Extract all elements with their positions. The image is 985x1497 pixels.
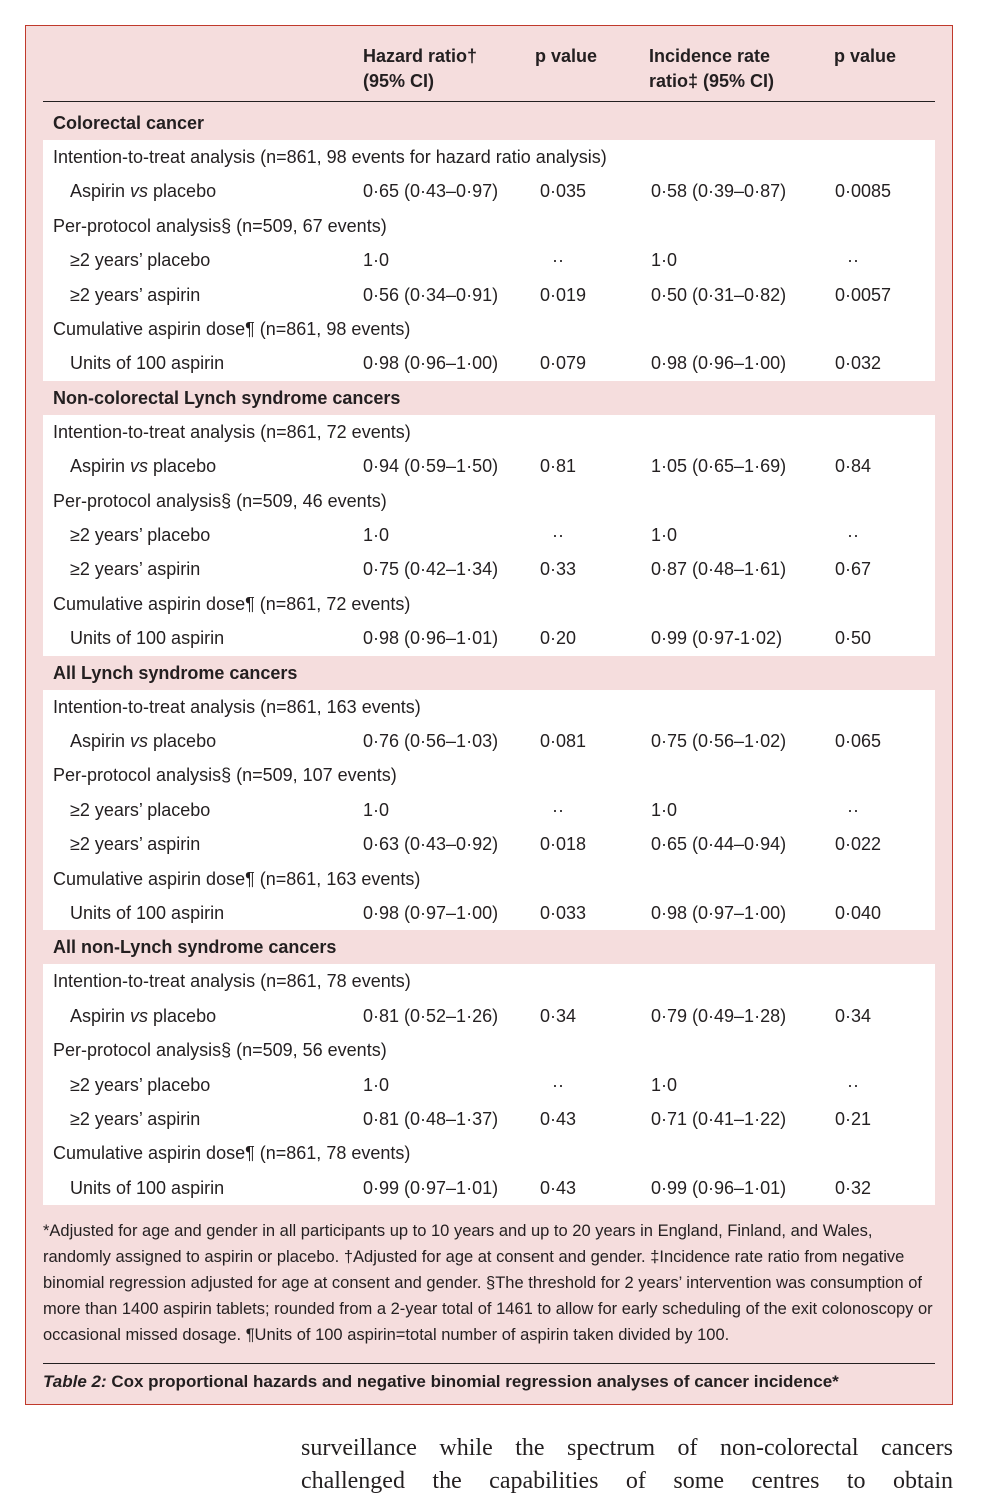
cell-p-value-1: 0·033 <box>540 902 587 923</box>
row-label: ≥2 years’ aspirin <box>70 284 201 305</box>
table-row <box>43 827 935 861</box>
cell-p-value-1: 0·035 <box>540 181 587 202</box>
table-panel <box>25 25 953 1405</box>
table-row <box>43 896 935 930</box>
table-row <box>43 209 935 243</box>
cell-incidence-rate: 0·65 (0·44–0·94) <box>651 834 787 855</box>
row-label: Per-protocol analysis§ (n=509, 56 events) <box>53 1040 387 1061</box>
row-label: Units of 100 aspirin <box>70 1177 225 1198</box>
row-label: Aspirin vs placebo <box>70 730 217 751</box>
cell-p-value-1: 0·081 <box>540 730 587 751</box>
table-row <box>43 621 935 655</box>
row-label: Aspirin vs placebo <box>70 181 217 202</box>
body-text-line: surveillance while the spectrum of non-colorectal cancers <box>301 1435 953 1461</box>
body-text <box>301 1432 953 1497</box>
header-incidence-rate-line1: Incidence rate <box>649 46 771 66</box>
cell-p-value-1: 0·20 <box>540 628 577 649</box>
cell-incidence-rate: 0·75 (0·56–1·02) <box>651 730 787 751</box>
cell-p-value-2: 0·67 <box>835 559 872 580</box>
header-hazard-ratio <box>363 44 477 94</box>
table-caption <box>43 1370 935 1394</box>
cell-hazard-ratio: 0·63 (0·43–0·92) <box>363 834 499 855</box>
row-label: Intention-to-treat analysis (n=861, 72 events) <box>53 421 411 442</box>
section-rows <box>43 690 935 931</box>
cell-hazard-ratio: 0·98 (0·96–1·00) <box>363 353 499 374</box>
cell-p-value-2: 0·0057 <box>835 284 892 305</box>
header-hazard-ratio-line2: (95% CI) <box>363 71 435 91</box>
table-row <box>43 862 935 896</box>
cell-incidence-rate: 0·58 (0·39–0·87) <box>651 181 787 202</box>
header-incidence-rate-line2: ratio‡ (95% CI) <box>649 71 775 91</box>
row-label: Per-protocol analysis§ (n=509, 67 events) <box>53 215 387 236</box>
cell-p-value-1: ·· <box>552 799 564 820</box>
cell-p-value-2: 0·0085 <box>835 181 892 202</box>
table-header <box>43 44 935 100</box>
row-label: ≥2 years’ placebo <box>70 250 211 271</box>
row-label: Units of 100 aspirin <box>70 902 225 923</box>
table-row <box>43 174 935 208</box>
table-row <box>43 964 935 998</box>
row-label: Cumulative aspirin dose¶ (n=861, 72 events) <box>53 593 411 614</box>
cell-incidence-rate: 0·99 (0·96–1·01) <box>651 1177 787 1198</box>
table-row <box>43 243 935 277</box>
cell-hazard-ratio: 1·0 <box>363 799 390 820</box>
table-row <box>43 1102 935 1136</box>
section-heading: All Lynch syndrome cancers <box>53 662 298 683</box>
header-incidence-rate <box>649 44 774 94</box>
row-label: ≥2 years’ aspirin <box>70 1108 201 1129</box>
header-p-value-2: p value <box>834 46 897 66</box>
row-label: Units of 100 aspirin <box>70 353 225 374</box>
cell-p-value-2: 0·040 <box>835 902 882 923</box>
section-heading: Non-colorectal Lynch syndrome cancers <box>53 387 401 408</box>
cell-incidence-rate: 1·0 <box>651 250 678 271</box>
cell-incidence-rate: 0·50 (0·31–0·82) <box>651 284 787 305</box>
table-row <box>43 999 935 1033</box>
header-rule <box>43 101 935 102</box>
cell-incidence-rate: 0·71 (0·41–1·22) <box>651 1108 787 1129</box>
section-rows <box>43 140 935 381</box>
cell-incidence-rate: 1·05 (0·65–1·69) <box>651 456 787 477</box>
row-label: ≥2 years’ aspirin <box>70 559 201 580</box>
cell-incidence-rate: 1·0 <box>651 799 678 820</box>
table-row <box>43 793 935 827</box>
table-row <box>43 484 935 518</box>
cell-p-value-2: 0·34 <box>835 1005 872 1026</box>
cell-incidence-rate: 1·0 <box>651 1074 678 1095</box>
cell-p-value-2: 0·84 <box>835 456 872 477</box>
row-label: Per-protocol analysis§ (n=509, 46 events) <box>53 490 387 511</box>
row-label: Intention-to-treat analysis (n=861, 78 events) <box>53 971 411 992</box>
caption-text: Cox proportional hazards and negative binomial regression analyses of cancer incidence* <box>106 1372 839 1391</box>
cell-p-value-2: 0·065 <box>835 730 882 751</box>
table-row <box>43 758 935 792</box>
row-label: Cumulative aspirin dose¶ (n=861, 163 events) <box>53 868 421 889</box>
section-rows <box>43 415 935 656</box>
cell-p-value-2: ·· <box>847 524 859 545</box>
row-label: Intention-to-treat analysis (n=861, 163 events) <box>53 696 421 717</box>
cell-p-value-2: ·· <box>847 250 859 271</box>
table-row <box>43 518 935 552</box>
cell-p-value-2: ·· <box>847 799 859 820</box>
table-row <box>43 346 935 380</box>
cell-hazard-ratio: 0·56 (0·34–0·91) <box>363 284 499 305</box>
row-label: Cumulative aspirin dose¶ (n=861, 78 events) <box>53 1143 411 1164</box>
cell-incidence-rate: 0·99 (0·97-1·02) <box>651 628 783 649</box>
cell-hazard-ratio: 0·81 (0·48–1·37) <box>363 1108 499 1129</box>
table-row <box>43 449 935 483</box>
cell-hazard-ratio: 1·0 <box>363 250 390 271</box>
row-label: ≥2 years’ placebo <box>70 524 211 545</box>
cell-p-value-2: 0·022 <box>835 834 882 855</box>
row-label: Per-protocol analysis§ (n=509, 107 events) <box>53 765 397 786</box>
cell-p-value-2: ·· <box>847 1074 859 1095</box>
table-row <box>43 140 935 174</box>
cell-p-value-2: 0·21 <box>835 1108 872 1129</box>
cell-p-value-2: 0·32 <box>835 1177 872 1198</box>
cell-hazard-ratio: 0·65 (0·43–0·97) <box>363 181 499 202</box>
caption-rule <box>43 1363 935 1364</box>
cell-incidence-rate: 1·0 <box>651 524 678 545</box>
cell-incidence-rate: 0·79 (0·49–1·28) <box>651 1005 787 1026</box>
table-row <box>43 1068 935 1102</box>
cell-p-value-1: 0·43 <box>540 1177 577 1198</box>
cell-hazard-ratio: 0·75 (0·42–1·34) <box>363 559 499 580</box>
table-row <box>43 724 935 758</box>
row-label: ≥2 years’ placebo <box>70 799 211 820</box>
table-row <box>43 587 935 621</box>
section-heading: Colorectal cancer <box>53 113 205 133</box>
cell-p-value-1: 0·34 <box>540 1005 577 1026</box>
table-row <box>43 690 935 724</box>
row-label: Cumulative aspirin dose¶ (n=861, 98 events) <box>53 318 411 339</box>
cell-hazard-ratio: 0·94 (0·59–1·50) <box>363 456 499 477</box>
caption-label: Table 2: <box>43 1372 107 1391</box>
table-row <box>43 552 935 586</box>
section-rows <box>43 964 935 1205</box>
cell-p-value-1: ·· <box>552 1074 564 1095</box>
cell-p-value-1: 0·81 <box>540 456 577 477</box>
row-label: ≥2 years’ placebo <box>70 1074 211 1095</box>
row-label: Intention-to-treat analysis (n=861, 98 events for hazard ratio analysis) <box>53 147 607 167</box>
cell-hazard-ratio: 0·98 (0·97–1·00) <box>363 902 499 923</box>
section-heading: All non-Lynch syndrome cancers <box>53 937 337 958</box>
table-row <box>43 312 935 346</box>
table-row <box>43 1136 935 1170</box>
cell-hazard-ratio: 1·0 <box>363 524 390 545</box>
body-text-line: challenged the capabilities of some centres to obtain <box>301 1467 953 1494</box>
cell-hazard-ratio: 0·76 (0·56–1·03) <box>363 730 499 751</box>
cell-incidence-rate: 0·87 (0·48–1·61) <box>651 559 787 580</box>
cell-p-value-1: ·· <box>552 524 564 545</box>
cell-p-value-1: 0·018 <box>540 834 587 855</box>
table-row <box>43 1171 935 1205</box>
row-label: ≥2 years’ aspirin <box>70 834 201 855</box>
cell-p-value-2: 0·032 <box>835 353 882 374</box>
cell-p-value-1: 0·33 <box>540 559 577 580</box>
header-hazard-ratio-line1: Hazard ratio† <box>363 46 478 66</box>
row-label: Aspirin vs placebo <box>70 456 217 477</box>
table-row <box>43 415 935 449</box>
cell-incidence-rate: 0·98 (0·96–1·00) <box>651 353 787 374</box>
header-p-value-1: p value <box>535 46 598 66</box>
cell-p-value-1: ·· <box>552 250 564 271</box>
cell-p-value-2: 0·50 <box>835 628 872 649</box>
cell-p-value-1: 0·079 <box>540 353 587 374</box>
cell-incidence-rate: 0·98 (0·97–1·00) <box>651 902 787 923</box>
table-row <box>43 1033 935 1067</box>
table-row <box>43 278 935 312</box>
cell-hazard-ratio: 0·98 (0·96–1·01) <box>363 628 499 649</box>
cell-hazard-ratio: 0·81 (0·52–1·26) <box>363 1005 499 1026</box>
row-label: Units of 100 aspirin <box>70 628 225 649</box>
table-footnote: *Adjusted for age and gender in all participants up to 10 years and up to 20 years in England, Finland, and Wales, randomly assigned to aspirin or placebo. †Adjusted for age at consent and gender. ‡Incidence rate ratio from negative binomial regression adjusted for age at consent and gender. §The threshold for 2 years’ intervention was consumption of more than 1400 aspirin tablets; rounded from a 2-year total of 1461 to allow for early scheduling of the exit colonoscopy or occasional missed dosage. ¶Units of 100 aspirin=total number of aspirin taken divided by 100. <box>43 1222 933 1344</box>
cell-hazard-ratio: 0·99 (0·97–1·01) <box>363 1177 499 1198</box>
cell-p-value-1: 0·43 <box>540 1108 577 1129</box>
cell-hazard-ratio: 1·0 <box>363 1074 390 1095</box>
row-label: Aspirin vs placebo <box>70 1005 217 1026</box>
cell-p-value-1: 0·019 <box>540 284 587 305</box>
